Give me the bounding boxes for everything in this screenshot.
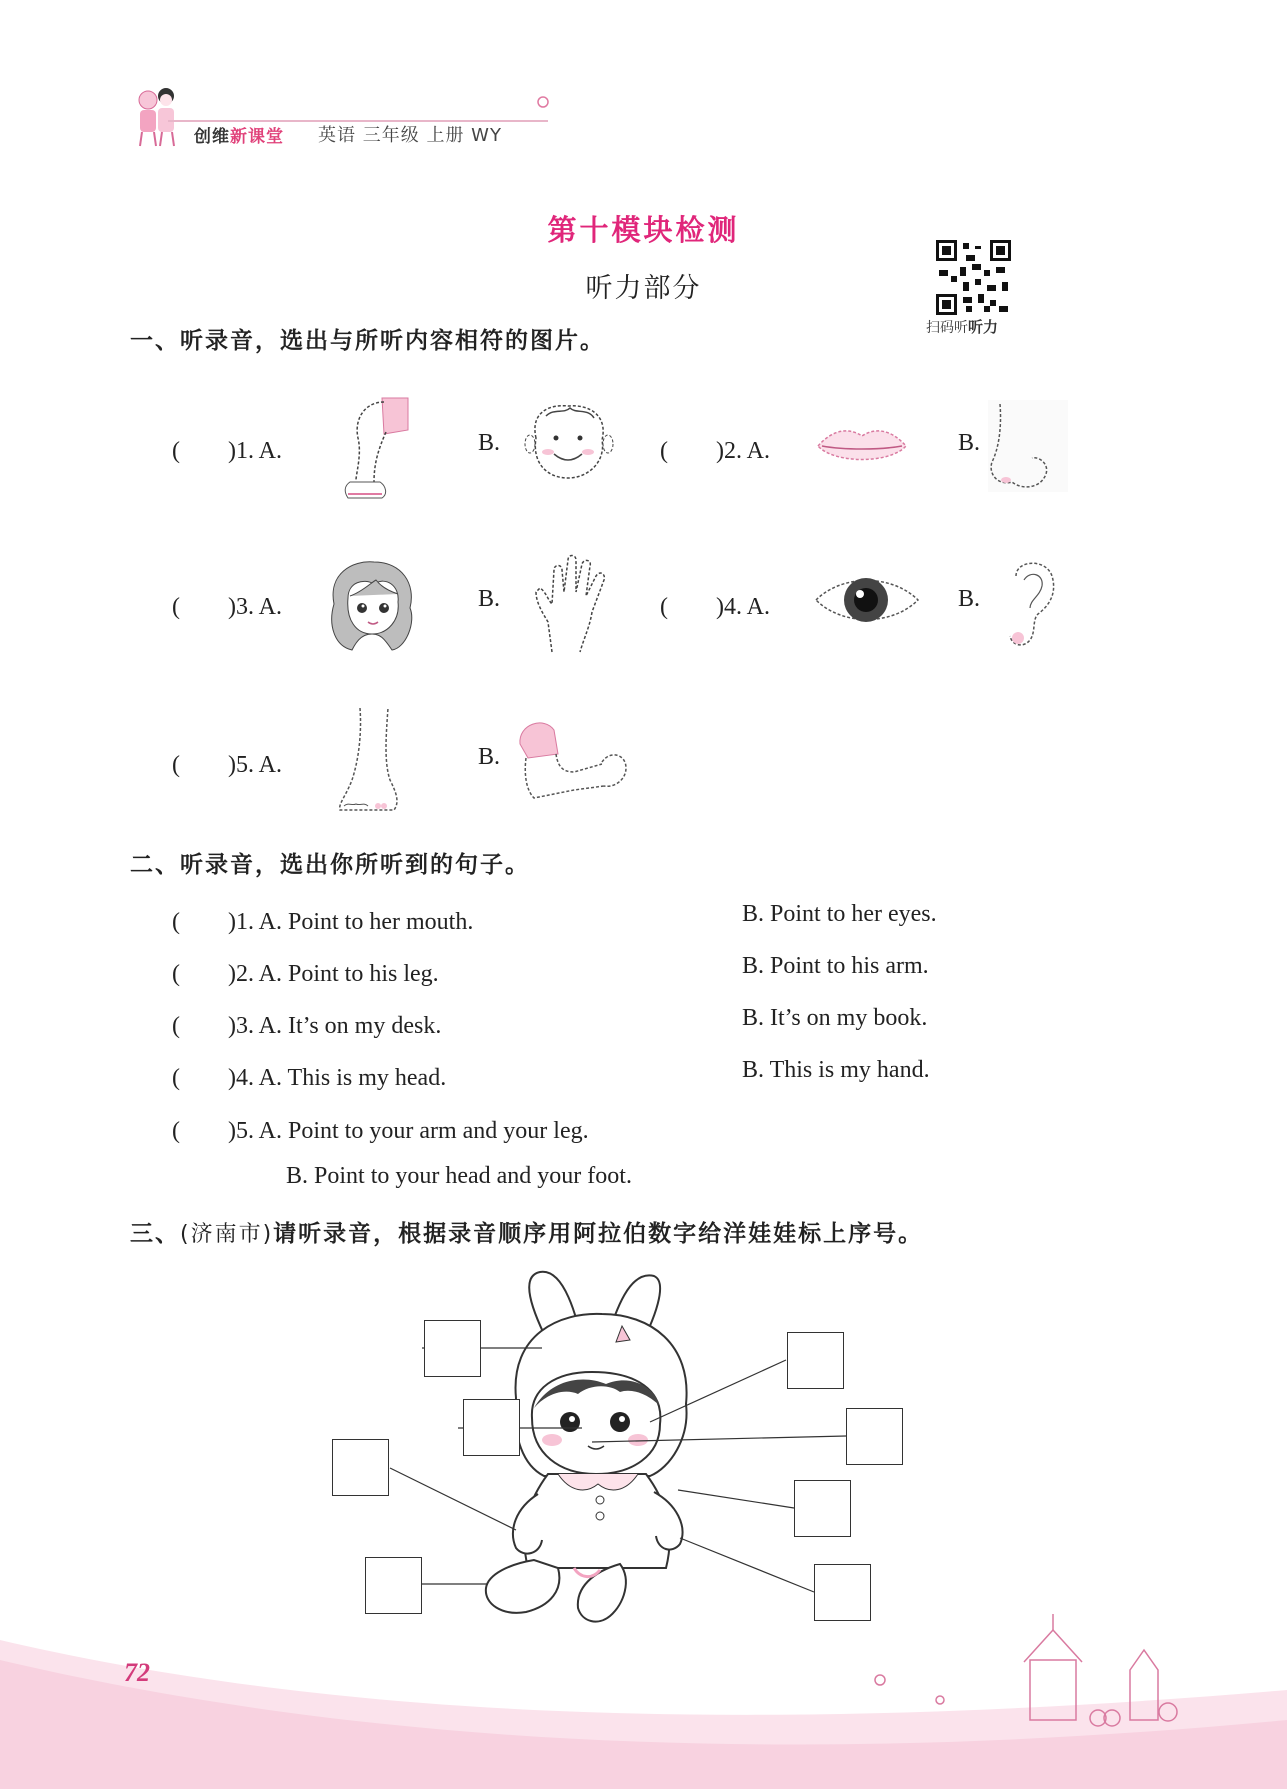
doll-answer-box[interactable]	[794, 1480, 851, 1537]
s1-q4-prefix: ( )4. A.	[660, 594, 770, 620]
foot-picture-icon[interactable]	[334, 706, 414, 814]
nose-picture-icon[interactable]	[988, 400, 1068, 492]
doll-answer-box[interactable]	[463, 1399, 520, 1456]
ear-picture-icon[interactable]	[996, 556, 1060, 652]
arm-picture-icon[interactable]	[514, 714, 630, 804]
subject-label: 英语 三年级 上册 WY	[318, 125, 502, 146]
doll-answer-box[interactable]	[846, 1408, 903, 1465]
flower-icon	[533, 92, 553, 112]
girl-head-picture-icon[interactable]	[324, 558, 420, 654]
s1-q2-b-label: B.	[958, 430, 981, 456]
s2-q4-a: ( )4. A. This is my head.	[172, 1065, 447, 1091]
doll-answer-box[interactable]	[332, 1439, 389, 1496]
s1-q1-b-label: B.	[478, 430, 501, 456]
kids-logo-icon	[128, 82, 188, 152]
section-3-title: 三、(济南市)请听录音，根据录音顺序用阿拉伯数字给洋娃娃标上序号。	[130, 1221, 924, 1247]
qr-caption: 扫码听听力	[926, 318, 999, 336]
hand-picture-icon[interactable]	[528, 552, 612, 656]
mouth-picture-icon[interactable]	[814, 420, 910, 472]
s1-q3-b-label: B.	[478, 586, 501, 612]
footer-wave-decoration	[0, 1600, 1287, 1789]
s1-q5-prefix: ( )5. A.	[172, 752, 282, 778]
section-2-title: 二、听录音，选出你所听到的句子。	[130, 852, 530, 878]
s1-q1-prefix: ( )1. A.	[172, 438, 282, 464]
s2-q3-b: B. It’s on my book.	[742, 1005, 928, 1031]
s2-q2-a: ( )2. A. Point to his leg.	[172, 961, 439, 987]
s1-q5-b-label: B.	[478, 744, 501, 770]
s1-q3-prefix: ( )3. A.	[172, 594, 282, 620]
face-picture-icon[interactable]	[518, 398, 618, 484]
s2-q3-a: ( )3. A. It’s on my desk.	[172, 1013, 442, 1039]
page-number: 72	[124, 1658, 150, 1687]
page-subtitle: 听力部分	[585, 273, 702, 304]
s2-q1-a: ( )1. A. Point to her mouth.	[172, 909, 474, 935]
s2-q5-a: ( )5. A. Point to your arm and your leg.	[172, 1118, 589, 1144]
leg-picture-icon[interactable]	[334, 390, 420, 504]
page-header	[128, 82, 548, 152]
s2-q4-b: B. This is my hand.	[742, 1057, 930, 1083]
page-title: 第十模块检测	[547, 213, 740, 247]
s1-q4-b-label: B.	[958, 586, 981, 612]
section-1-title: 一、听录音，选出与所听内容相符的图片。	[130, 328, 605, 354]
brand-name: 创维新课堂	[194, 127, 284, 147]
s2-q2-b: B. Point to his arm.	[742, 953, 929, 979]
eye-picture-icon[interactable]	[812, 570, 922, 630]
doll-answer-box[interactable]	[424, 1320, 481, 1377]
doll-answer-box[interactable]	[787, 1332, 844, 1389]
s2-q5-b: B. Point to your head and your foot.	[286, 1163, 632, 1189]
qr-code-icon[interactable]	[936, 240, 1011, 315]
s2-q1-b: B. Point to her eyes.	[742, 901, 937, 927]
s1-q2-prefix: ( )2. A.	[660, 438, 770, 464]
